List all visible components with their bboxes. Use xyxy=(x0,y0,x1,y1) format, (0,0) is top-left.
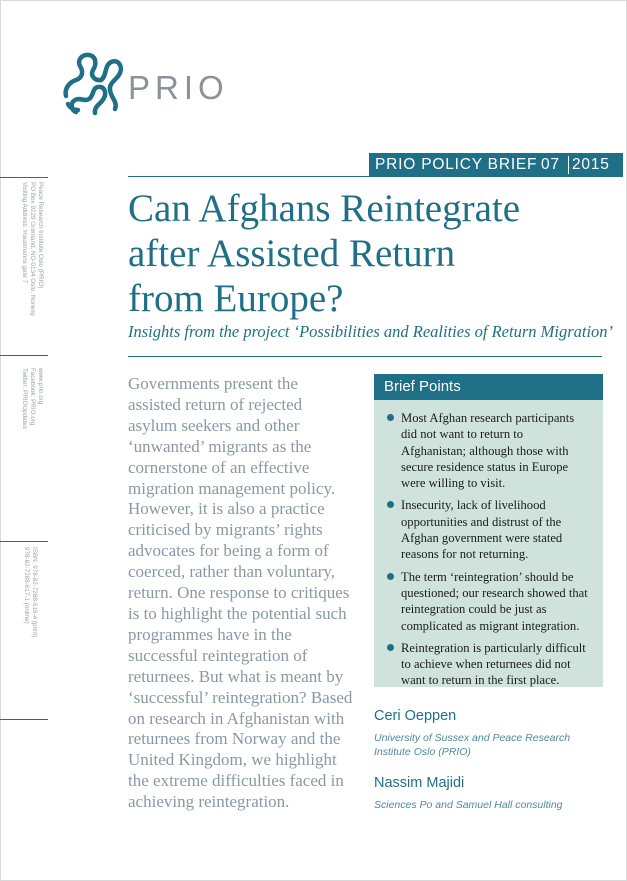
body-line: asylum seekers and other xyxy=(128,415,300,435)
margin-isbn-block xyxy=(22,547,38,637)
bullet-icon xyxy=(387,501,394,508)
title-line: after Assisted Return xyxy=(128,232,456,275)
margin-address-line: PO Box 9229 Grønland, NO-0134 Oslo, Norway xyxy=(29,182,36,317)
body-line: ‘unwanted’ migrants as the xyxy=(128,436,312,456)
author-affiliation xyxy=(374,798,563,812)
margin-web-line: Facebook: PRIO.org xyxy=(29,368,36,426)
body-line: achieving reintegration. xyxy=(128,792,290,812)
margin-web-block xyxy=(20,368,44,429)
brief-point-line: Afghan government were stated xyxy=(401,531,563,546)
margin-rule-top xyxy=(0,177,48,178)
bullet-icon xyxy=(387,573,394,580)
brief-point-item xyxy=(384,569,599,634)
issue-divider xyxy=(568,156,569,174)
body-line: is to highlight the potential such xyxy=(128,603,347,623)
brief-point-line: Afghanistan; although those with xyxy=(401,443,569,458)
margin-rule-middle xyxy=(0,541,48,542)
brief-point-line: want to return in the first place. xyxy=(401,673,560,688)
brief-points-box xyxy=(374,374,603,687)
brief-point-line: complicated as migrant integration. xyxy=(401,618,580,633)
brief-point-line: to achieve when returnees did not xyxy=(401,657,571,672)
body-line: cornerstone of an effective xyxy=(128,457,310,477)
issue-year: 2015 xyxy=(572,156,610,173)
body-line: United Kingdom, we highlight xyxy=(128,750,337,770)
author-affiliation xyxy=(374,731,570,759)
brief-point-line: The term ‘reintegration’ should be xyxy=(401,569,574,584)
subtitle: Insights from the project ‘Possibilities and Realities of Return Migration’ xyxy=(128,322,614,341)
margin-web-line: Twitter: PRIOUpdates xyxy=(21,368,28,429)
author-name: Ceri Oeppen xyxy=(374,708,457,724)
margin-address-block xyxy=(20,182,44,316)
page-title xyxy=(128,186,608,321)
body-line: assisted return of rejected xyxy=(128,394,303,414)
brief-point-line: Most Afghan research participants xyxy=(401,411,575,425)
series-label: PRIO POLICY BRIEF xyxy=(375,156,538,173)
prio-logo-icon xyxy=(60,50,126,118)
prio-logo xyxy=(60,50,229,120)
brief-point-line: opportunities and distrust of the xyxy=(401,514,562,529)
margin-address-line: Peace Research Institute Oslo (PRIO) xyxy=(37,182,44,289)
prio-logo-text: PRIO xyxy=(128,69,229,106)
affiliation-line: Institute Oslo (PRIO) xyxy=(374,746,471,758)
brief-point-item xyxy=(384,497,599,562)
bullet-icon xyxy=(387,414,394,421)
body-line: programmes have in the xyxy=(128,624,292,644)
body-line: ‘successful’ reintegration? Based xyxy=(128,687,353,707)
title-line: from Europe? xyxy=(128,277,344,320)
margin-rule-upper xyxy=(0,355,48,356)
body-line: on research in Afghanistan with xyxy=(128,708,345,728)
affiliation-line: University of Sussex and Peace Research xyxy=(374,732,571,744)
margin-isbn-line: 978-82-7288-617-1 (online) xyxy=(23,547,30,624)
brief-point-line: Insecurity, lack of livelihood xyxy=(401,498,546,513)
author-name: Nassim Majidi xyxy=(374,775,465,791)
margin-rule-lower xyxy=(0,719,48,720)
brief-points-heading: Brief Points xyxy=(374,374,603,400)
brief-point-line: secure residence status in Europe xyxy=(401,459,569,474)
body-line: criticised by migrants’ rights xyxy=(128,520,323,540)
body-line: advocates for being a form of xyxy=(128,541,329,561)
brief-point-item xyxy=(384,640,599,689)
brief-point-line: did not want to return to xyxy=(401,427,524,442)
brief-point-line: Reintegration is particularly difficult xyxy=(401,640,586,655)
intro-paragraph xyxy=(128,374,363,813)
body-line: the extreme difficulties faced in xyxy=(128,771,344,791)
body-line: return. One response to critiques xyxy=(128,583,350,603)
brief-point-line: were willing to visit. xyxy=(401,476,506,491)
brief-point-item xyxy=(384,410,599,491)
body-line: returnees. But what is meant by xyxy=(128,666,344,686)
body-line: returnees from Norway and the xyxy=(128,729,341,749)
bullet-icon xyxy=(387,644,394,651)
brief-point-line: reintegration could be just as xyxy=(401,602,547,617)
body-line: Governments present the xyxy=(128,374,298,393)
margin-isbn-line: ISBN: 978-82-7288-616-4 (print) xyxy=(31,547,38,638)
body-line: However, it is also a practice xyxy=(128,499,325,519)
brief-point-line: questioned; our research showed that xyxy=(401,585,588,600)
header-rule xyxy=(128,176,623,177)
affiliation-line: Sciences Po and Samuel Hall consulting xyxy=(374,799,563,811)
subtitle-rule xyxy=(128,356,602,357)
body-line: migration management policy. xyxy=(128,478,336,498)
body-line: coerced, rather than voluntary, xyxy=(128,562,336,582)
body-line: successful reintegration of xyxy=(128,645,308,665)
title-line: Can Afghans Reintegrate xyxy=(128,187,521,230)
brief-points-list xyxy=(384,410,599,695)
margin-address-line: Visiting Address: Hausmanns gate 7 xyxy=(21,182,28,284)
issue-number: 07 xyxy=(541,156,560,173)
margin-web-line: www.prio.org xyxy=(37,368,44,405)
policy-brief-band xyxy=(369,153,623,177)
brief-point-line: reasons for not returning. xyxy=(401,547,529,562)
